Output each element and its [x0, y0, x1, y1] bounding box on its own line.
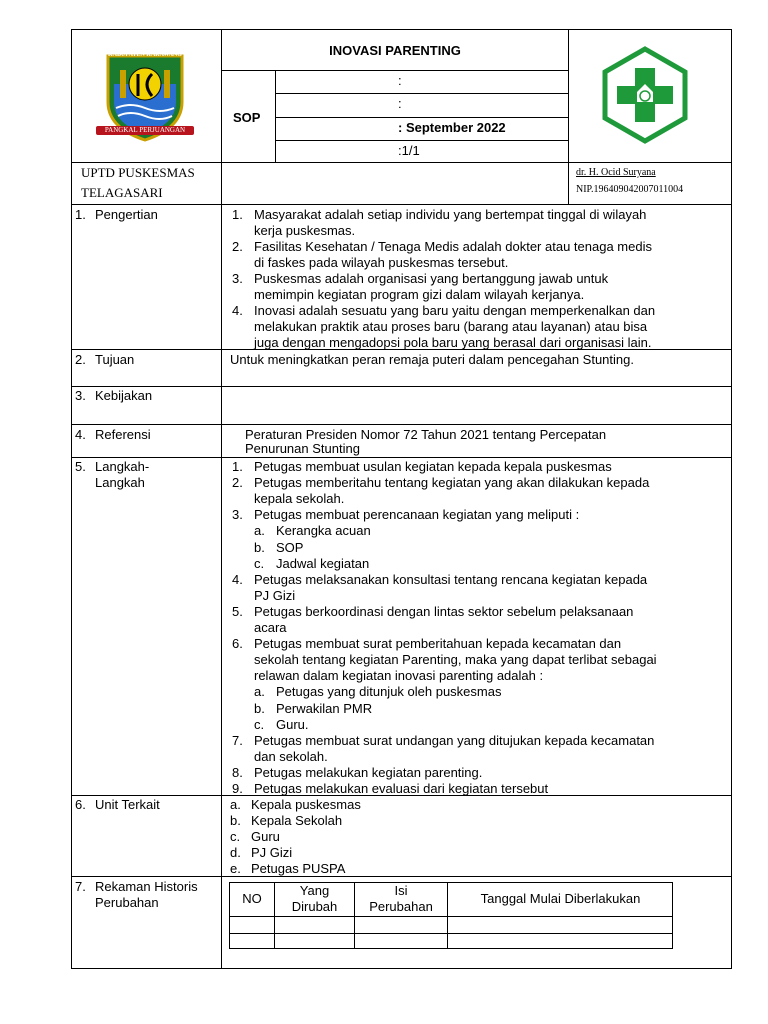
section-number-kebijakan: 3.: [75, 388, 86, 403]
unit-item-marker: b.: [230, 813, 241, 828]
langkah-item-number: 6.: [232, 636, 243, 652]
pengertian-item-text: kerja puskesmas.: [254, 223, 356, 238]
langkah-subitem-text: SOP: [276, 539, 304, 555]
pengertian-item-text: di faskes pada wilayah puskesmas tersebut.: [254, 255, 509, 270]
section-label-pengertian: Pengertian: [95, 207, 158, 222]
langkah-subitem-marker: a.: [254, 523, 265, 539]
langkah-subitem-text: Perwakilan PMR: [276, 700, 373, 716]
pengertian-item-text: Masyarakat adalah setiap individu yang bertempat tinggal di wilayah: [254, 207, 647, 222]
langkah-subitem-text: Petugas yang ditunjuk oleh puskesmas: [276, 684, 502, 700]
langkah-item-text: Petugas membuat usulan kegiatan kepada kepala puskesmas: [254, 459, 612, 474]
section-label-tujuan: Tujuan: [95, 352, 135, 367]
tujuan-text: Untuk meningkatkan peran remaja puteri dalam pencegahan Stunting.: [230, 352, 634, 367]
section-label-langkah: Langkah-: [95, 459, 150, 474]
emblem-bottom-text: PANGKAL PERJUANGAN: [96, 126, 194, 135]
unit-item-text: Guru: [251, 829, 280, 844]
outer-top-border: [71, 29, 732, 30]
pengertian-item-number: 2.: [232, 239, 243, 254]
document-title: INOVASI PARENTING: [329, 43, 461, 58]
history-header-yang: Dirubah: [291, 899, 338, 914]
history-header-tanggal: Tanggal Mulai Diberlakukan: [480, 891, 641, 906]
history-table: [229, 882, 673, 949]
langkah-item-number: 9.: [232, 781, 243, 796]
langkah-subitem-marker: b.: [254, 539, 265, 555]
unit-item-marker: d.: [230, 845, 241, 860]
langkah-subitem-text: Jadwal kegiatan: [276, 555, 370, 571]
section-number-unit: 6.: [75, 797, 86, 812]
sign-bottom-line: [71, 204, 732, 205]
outer-bottom-border: [71, 968, 732, 969]
unit-item-marker: c.: [230, 829, 241, 844]
unit-item-text: Kepala puskesmas: [251, 797, 361, 812]
row-line-rekaman: [71, 876, 732, 877]
pengertian-item-text: Fasilitas Kesehatan / Tenaga Medis adalah dokter atau tenaga medis: [254, 239, 652, 254]
history-header-yang: Yang: [299, 883, 330, 898]
langkah-item-text: sekolah tentang kegiatan Parenting, maka yang dapat terlibat sebagai: [254, 652, 657, 668]
section-label-rekaman: Rekaman Historis: [95, 879, 198, 894]
signer-nip: NIP.196409042007011004: [576, 184, 684, 195]
langkah-item-text: Petugas melaksanakan konsultasi tentang rencana kegiatan kepada: [254, 571, 648, 587]
langkah-item-number: 5.: [232, 603, 243, 619]
unit-item-marker: a.: [230, 797, 241, 812]
history-header-isi: Isi: [394, 883, 408, 898]
langkah-subitem-marker: c.: [254, 716, 265, 732]
section-number-rekaman: 7.: [75, 879, 86, 894]
langkah-subitem-text: Guru.: [276, 716, 309, 732]
unit-item-marker: e.: [230, 861, 241, 876]
org-name-line2: TELAGASARI: [81, 185, 163, 200]
langkah-item-text: Petugas membuat surat undangan yang ditujukan kepada kecamatan: [254, 732, 655, 748]
pengertian-item-number: 3.: [232, 271, 243, 286]
langkah-item-number: 4.: [232, 571, 243, 587]
org-name-line1: UPTD PUSKESMAS: [81, 165, 195, 180]
history-header-isi: Perubahan: [369, 899, 433, 914]
langkah-subitem-marker: a.: [254, 684, 265, 700]
outer-right-border: [731, 29, 732, 969]
langkah-item-text: relawan dalam kegiatan inovasi parenting adalah :: [254, 668, 544, 684]
langkah-item-number: 2.: [232, 475, 243, 491]
langkah-subitem-text: Kerangka acuan: [276, 523, 371, 539]
referensi-text: Peraturan Presiden Nomor 72 Tahun 2021 tentang Percepatan: [245, 427, 607, 442]
langkah-subitem-marker: c.: [254, 555, 265, 571]
outer-left-border: [71, 29, 72, 969]
pengertian-item-text: Inovasi adalah sesuatu yang baru yaitu dengan memperkenalkan dan: [254, 303, 656, 318]
langkah-item-number: 7.: [232, 732, 243, 748]
field-line-2: [275, 117, 569, 118]
header-field-1: :: [398, 73, 402, 88]
field-line-1: [275, 93, 569, 94]
langkah-item-number: 8.: [232, 764, 243, 780]
row-line-kebijakan: [71, 386, 732, 387]
langkah-item-text: acara: [254, 620, 287, 635]
puskesmas-logo: [601, 46, 689, 144]
referensi-text: Penurunan Stunting: [245, 441, 360, 456]
header-field-page: :1/1: [398, 143, 420, 158]
langkah-subitem-marker: b.: [254, 700, 265, 716]
sop-label: SOP: [233, 110, 261, 125]
langkah-item-text: kepala sekolah.: [254, 491, 345, 507]
history-row-line: [230, 933, 673, 934]
history-row-line: [230, 916, 673, 917]
langkah-item-text: Petugas melakukan kegiatan parenting.: [254, 764, 483, 780]
pengertian-item-text: memimpin kegiatan program gizi dalam wilayah kerjanya.: [254, 287, 585, 302]
pengertian-item-text: melakukan praktik atau proses baru (barang atau layanan) atau bisa: [254, 319, 648, 334]
unit-item-text: PJ Gizi: [251, 845, 293, 860]
section-label-kebijakan: Kebijakan: [95, 388, 153, 403]
langkah-item-text: Petugas berkoordinasi dengan lintas sektor sebelum pelaksanaan: [254, 603, 634, 619]
title-bottom-line: [221, 70, 569, 71]
pengertian-item-text: Puskesmas adalah organisasi yang bertanggung jawab untuk: [254, 271, 609, 286]
langkah-item-text: Petugas membuat perencanaan kegiatan yang meliputi :: [254, 507, 580, 523]
section-number-langkah: 5.: [75, 459, 86, 474]
langkah-item-text: dan sekolah.: [254, 748, 328, 764]
signer-name: dr. H. Ocid Suryana: [576, 167, 656, 178]
langkah-item-text: Petugas memberitahu tentang kegiatan yang akan dilakukan kepada: [254, 475, 650, 491]
section-label-langkah: Langkah: [95, 475, 145, 490]
pengertian-item-number: 4.: [232, 303, 243, 318]
section-number-referensi: 4.: [75, 427, 86, 442]
section-label-rekaman: Perubahan: [95, 895, 159, 910]
field-line-3: [275, 140, 569, 141]
section-number-tujuan: 2.: [75, 352, 86, 367]
label-column-divider: [221, 29, 222, 969]
row-line-langkah: [71, 457, 732, 458]
section-label-referensi: Referensi: [95, 427, 151, 442]
emblem-top-text: KABUPATEN KARAWANG: [108, 52, 182, 58]
section-label-unit: Unit Terkait: [95, 797, 160, 812]
pengertian-item-text: juga dengan mengadopsi pola baru yang berasal dari organisasi lain.: [254, 335, 652, 350]
langkah-item-text: Petugas melakukan evaluasi dari kegiatan tersebut: [254, 781, 549, 796]
unit-item-text: Petugas PUSPA: [251, 861, 346, 876]
unit-item-text: Kepala Sekolah: [251, 813, 343, 828]
header-field-2: :: [398, 96, 402, 111]
header-field-date: : September 2022: [398, 120, 506, 135]
pengertian-item-number: 1.: [232, 207, 243, 222]
history-header-no: NO: [242, 891, 262, 906]
section-number-pengertian: 1.: [75, 207, 86, 222]
langkah-item-number: 1.: [232, 459, 243, 474]
langkah-item-text: Petugas membuat surat pemberitahuan kepada kecamatan dan: [254, 636, 622, 652]
langkah-item-number: 3.: [232, 507, 243, 523]
row-line-referensi: [71, 424, 732, 425]
langkah-item-text: PJ Gizi: [254, 587, 296, 603]
